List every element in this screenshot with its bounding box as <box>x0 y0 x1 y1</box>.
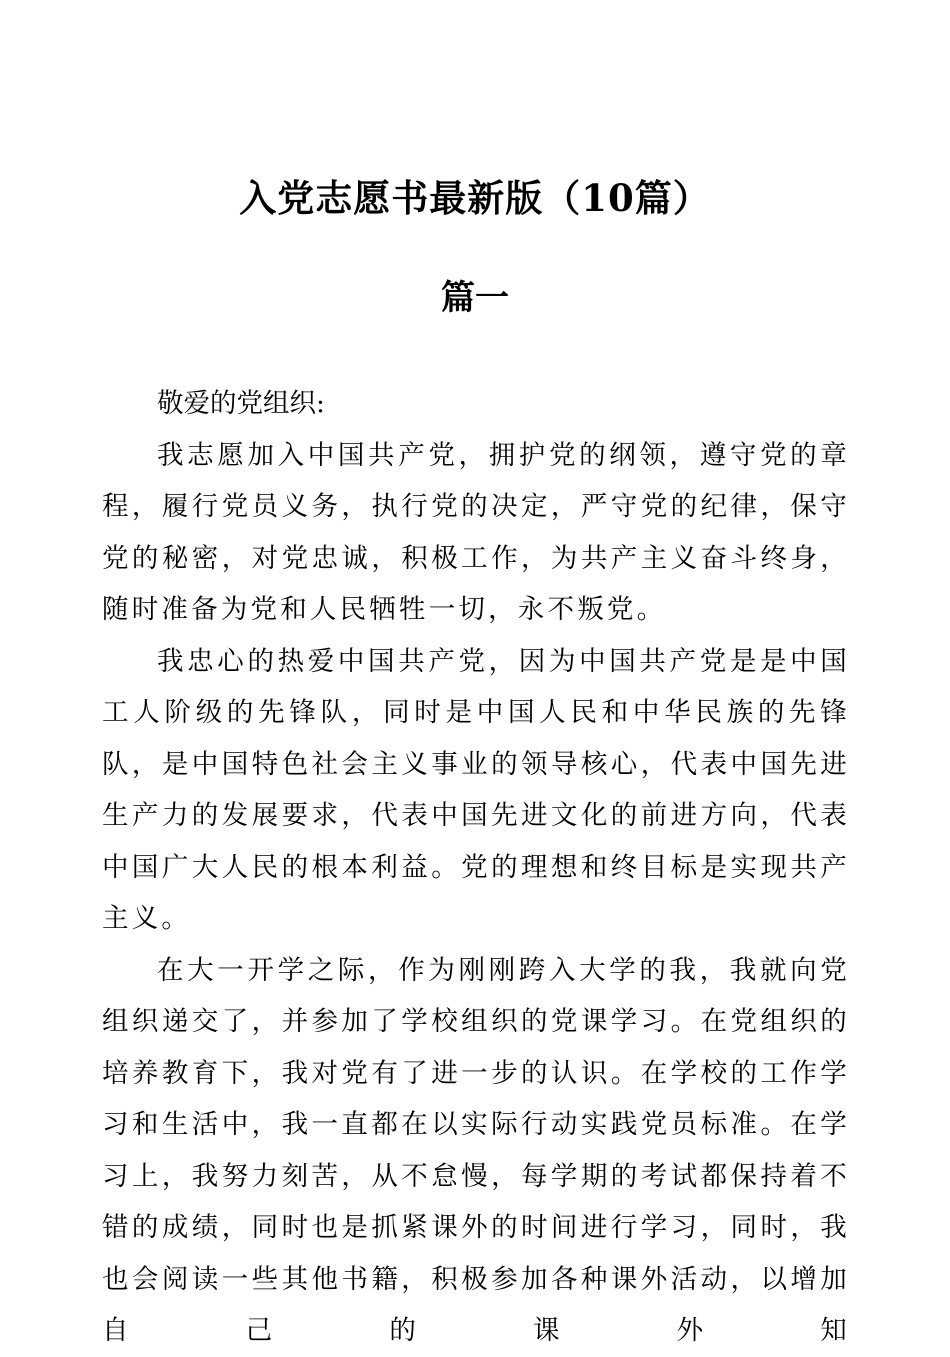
paragraph-3: 在大一开学之际，作为刚刚跨入大学的我，我就向党组织递交了，并参加了学校组织的党课学习。在党组织的培养教育下，我对党有了进一步的认识。在学校的工作学习和生活中，我一直都在以实际行动实践党员标准。在学习上，我努力刻苦，从不怠慢，每学期的考试都保持着不错的成绩，同时也是抓紧课外的时间进行学习，同时，我也会阅读一些其他书籍，积极参加各种课外活动，以增加自己的课外知 <box>102 954 850 1346</box>
paragraph-2: 我忠心的热爱中国共产党，因为中国共产党是是中国工人阶级的先锋队，同时是中国人民和中华民族的先锋队，是中国特色社会主义事业的领导核心，代表中国先进生产力的发展要求，代表中国先进文化的前进方向，代表中国广大人民的根本利益。党的理想和终目标是实现共产主义。 <box>102 645 850 934</box>
document-title: 入党志愿书最新版（10篇） <box>239 176 711 220</box>
salutation: 敬爱的党组织: <box>157 388 325 419</box>
section-title: 篇一 <box>441 278 509 318</box>
paragraph-1: 我志愿加入中国共产党，拥护党的纲领，遵守党的章程，履行党员义务，执行党的决定，严守党的纪律，保守党的秘密，对党忠诚，积极工作，为共产主义奋斗终身，随时准备为党和人民牺牲一切，永不叛党。 <box>102 439 850 625</box>
letter-body <box>102 378 850 1357</box>
